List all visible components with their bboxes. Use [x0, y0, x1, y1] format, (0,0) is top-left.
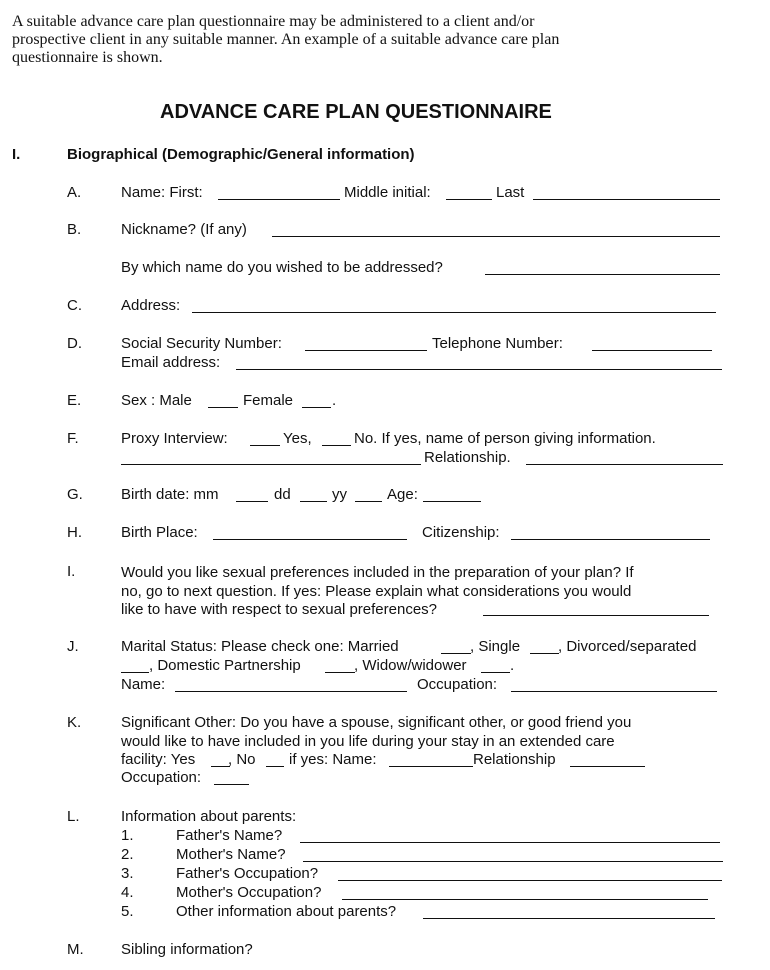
preferred-name-label: By which name do you wished to be addressed?: [121, 259, 443, 276]
page-title: ADVANCE CARE PLAN QUESTIONNAIRE: [160, 101, 552, 123]
item-letter-g: G.: [67, 486, 83, 503]
father-name-field[interactable]: [300, 842, 720, 843]
citizenship-field[interactable]: [511, 539, 710, 540]
address-field[interactable]: [192, 312, 716, 313]
telephone-field[interactable]: [592, 350, 712, 351]
sexual-preferences-field[interactable]: [483, 615, 709, 616]
ssn-field[interactable]: [305, 350, 427, 351]
significant-other-name-label: if yes: Name:: [289, 751, 377, 768]
first-name-label: Name: First:: [121, 184, 203, 201]
spouse-name-label: Name:: [121, 676, 166, 693]
sex-male-label: Sex : Male: [121, 392, 192, 409]
proxy-relationship-field[interactable]: [526, 464, 723, 465]
address-label: Address:: [121, 297, 181, 314]
marital-divorced-label: , Divorced/separated: [558, 638, 697, 655]
sex-period: .: [332, 392, 337, 409]
spouse-name-field[interactable]: [175, 691, 407, 692]
marital-married-field[interactable]: [441, 653, 471, 654]
ssn-label: Social Security Number:: [121, 335, 282, 352]
item-letter-f: F.: [67, 430, 79, 447]
significant-other-relationship-field[interactable]: [570, 766, 645, 767]
sex-female-field[interactable]: [302, 407, 331, 408]
sibling-info-label: Sibling information?: [121, 941, 253, 958]
item-letter-m: M.: [67, 941, 84, 958]
marital-widow-field[interactable]: [481, 672, 510, 673]
parent-item-number: 1.: [121, 827, 134, 844]
nickname-field[interactable]: [272, 236, 720, 237]
middle-initial-field[interactable]: [446, 199, 492, 200]
significant-other-occupation-field[interactable]: [214, 784, 249, 785]
item-letter-c: C.: [67, 297, 82, 314]
sex-male-field[interactable]: [208, 407, 238, 408]
sexual-preferences-line-2: no, go to next question. If yes: Please explain what considerations you would: [121, 583, 632, 600]
item-letter-e: E.: [67, 392, 82, 409]
item-letter-j: J.: [67, 638, 79, 655]
mother-occupation-field[interactable]: [342, 899, 708, 900]
marital-married-label: Marital Status: Please check one: Married: [121, 638, 399, 655]
email-field[interactable]: [236, 369, 722, 370]
marital-domestic-field[interactable]: [325, 672, 355, 673]
father-occupation-field[interactable]: [338, 880, 722, 881]
father-name-label: Father's Name?: [176, 827, 283, 844]
proxy-yes-label: Yes,: [283, 430, 312, 447]
citizenship-label: Citizenship:: [422, 524, 500, 541]
birth-date-yy-field[interactable]: [355, 501, 382, 502]
significant-other-no-field[interactable]: [266, 766, 284, 767]
parent-item-number: 4.: [121, 884, 134, 901]
nickname-label: Nickname? (If any): [121, 221, 247, 238]
intro-line-3: questionnaire is shown.: [12, 49, 163, 66]
item-letter-b: B.: [67, 221, 82, 238]
item-letter-k: K.: [67, 714, 82, 731]
item-letter-h: H.: [67, 524, 82, 541]
item-letter-a: A.: [67, 184, 82, 201]
proxy-no-field[interactable]: [322, 445, 351, 446]
other-parents-info-label: Other information about parents?: [176, 903, 397, 920]
birth-date-dd-field[interactable]: [300, 501, 327, 502]
birth-date-mm-field[interactable]: [236, 501, 268, 502]
marital-widow-label: , Widow/widower: [354, 657, 467, 674]
marital-period: .: [510, 657, 515, 674]
item-letter-i: I.: [67, 563, 76, 580]
parents-heading: Information about parents:: [121, 808, 297, 825]
birth-date-dd-label: dd: [274, 486, 291, 503]
intro-line-1: A suitable advance care plan questionnaire may be administered to a client and/or: [12, 13, 535, 30]
proxy-person-name-field[interactable]: [121, 464, 421, 465]
birth-date-mm-label: Birth date: mm: [121, 486, 219, 503]
age-label: Age:: [387, 486, 418, 503]
significant-other-occupation-label: Occupation:: [121, 769, 202, 786]
significant-other-yes-label: facility: Yes: [121, 751, 196, 768]
birth-place-label: Birth Place:: [121, 524, 198, 541]
spouse-occupation-label: Occupation:: [417, 676, 498, 693]
first-name-field[interactable]: [218, 199, 340, 200]
parent-item-number: 5.: [121, 903, 134, 920]
marital-single-field[interactable]: [530, 653, 559, 654]
significant-other-relationship-label: Relationship: [473, 751, 556, 768]
age-field[interactable]: [423, 501, 481, 502]
parent-item-number: 3.: [121, 865, 134, 882]
sex-female-label: Female: [243, 392, 294, 409]
proxy-no-label: No. If yes, name of person giving information.: [354, 430, 656, 447]
telephone-label: Telephone Number:: [432, 335, 563, 352]
email-label: Email address:: [121, 354, 221, 371]
birth-date-yy-label: yy: [332, 486, 347, 503]
parent-item-number: 2.: [121, 846, 134, 863]
father-occupation-label: Father's Occupation?: [176, 865, 319, 882]
mother-name-field[interactable]: [303, 861, 723, 862]
middle-initial-label: Middle initial:: [344, 184, 431, 201]
proxy-relationship-label: Relationship.: [424, 449, 511, 466]
mother-occupation-label: Mother's Occupation?: [176, 884, 322, 901]
proxy-interview-label: Proxy Interview:: [121, 430, 228, 447]
last-name-label: Last: [496, 184, 525, 201]
last-name-field[interactable]: [533, 199, 720, 200]
mother-name-label: Mother's Name?: [176, 846, 286, 863]
significant-other-line-2: would like to have included in you life during your stay in an extended care: [121, 733, 615, 750]
marital-domestic-label: , Domestic Partnership: [149, 657, 301, 674]
section-heading: Biographical (Demographic/General information): [67, 146, 415, 163]
proxy-yes-field[interactable]: [250, 445, 280, 446]
other-parents-info-field[interactable]: [423, 918, 715, 919]
birth-place-field[interactable]: [213, 539, 407, 540]
item-letter-d: D.: [67, 335, 82, 352]
sexual-preferences-line-3: like to have with respect to sexual preferences?: [121, 601, 438, 618]
marital-single-label: , Single: [470, 638, 521, 655]
significant-other-name-field[interactable]: [389, 766, 473, 767]
section-number: I.: [12, 146, 21, 163]
item-letter-l: L.: [67, 808, 80, 825]
significant-other-line-1: Significant Other: Do you have a spouse, significant other, or good friend you: [121, 714, 632, 731]
significant-other-no-label: , No: [228, 751, 256, 768]
sexual-preferences-line-1: Would you like sexual preferences included in the preparation of your plan? If: [121, 564, 634, 581]
marital-divorced-field[interactable]: [121, 672, 149, 673]
intro-line-2: prospective client in any suitable manner. An example of a suitable advance care plan: [12, 31, 560, 48]
preferred-name-field[interactable]: [485, 274, 720, 275]
spouse-occupation-field[interactable]: [511, 691, 717, 692]
